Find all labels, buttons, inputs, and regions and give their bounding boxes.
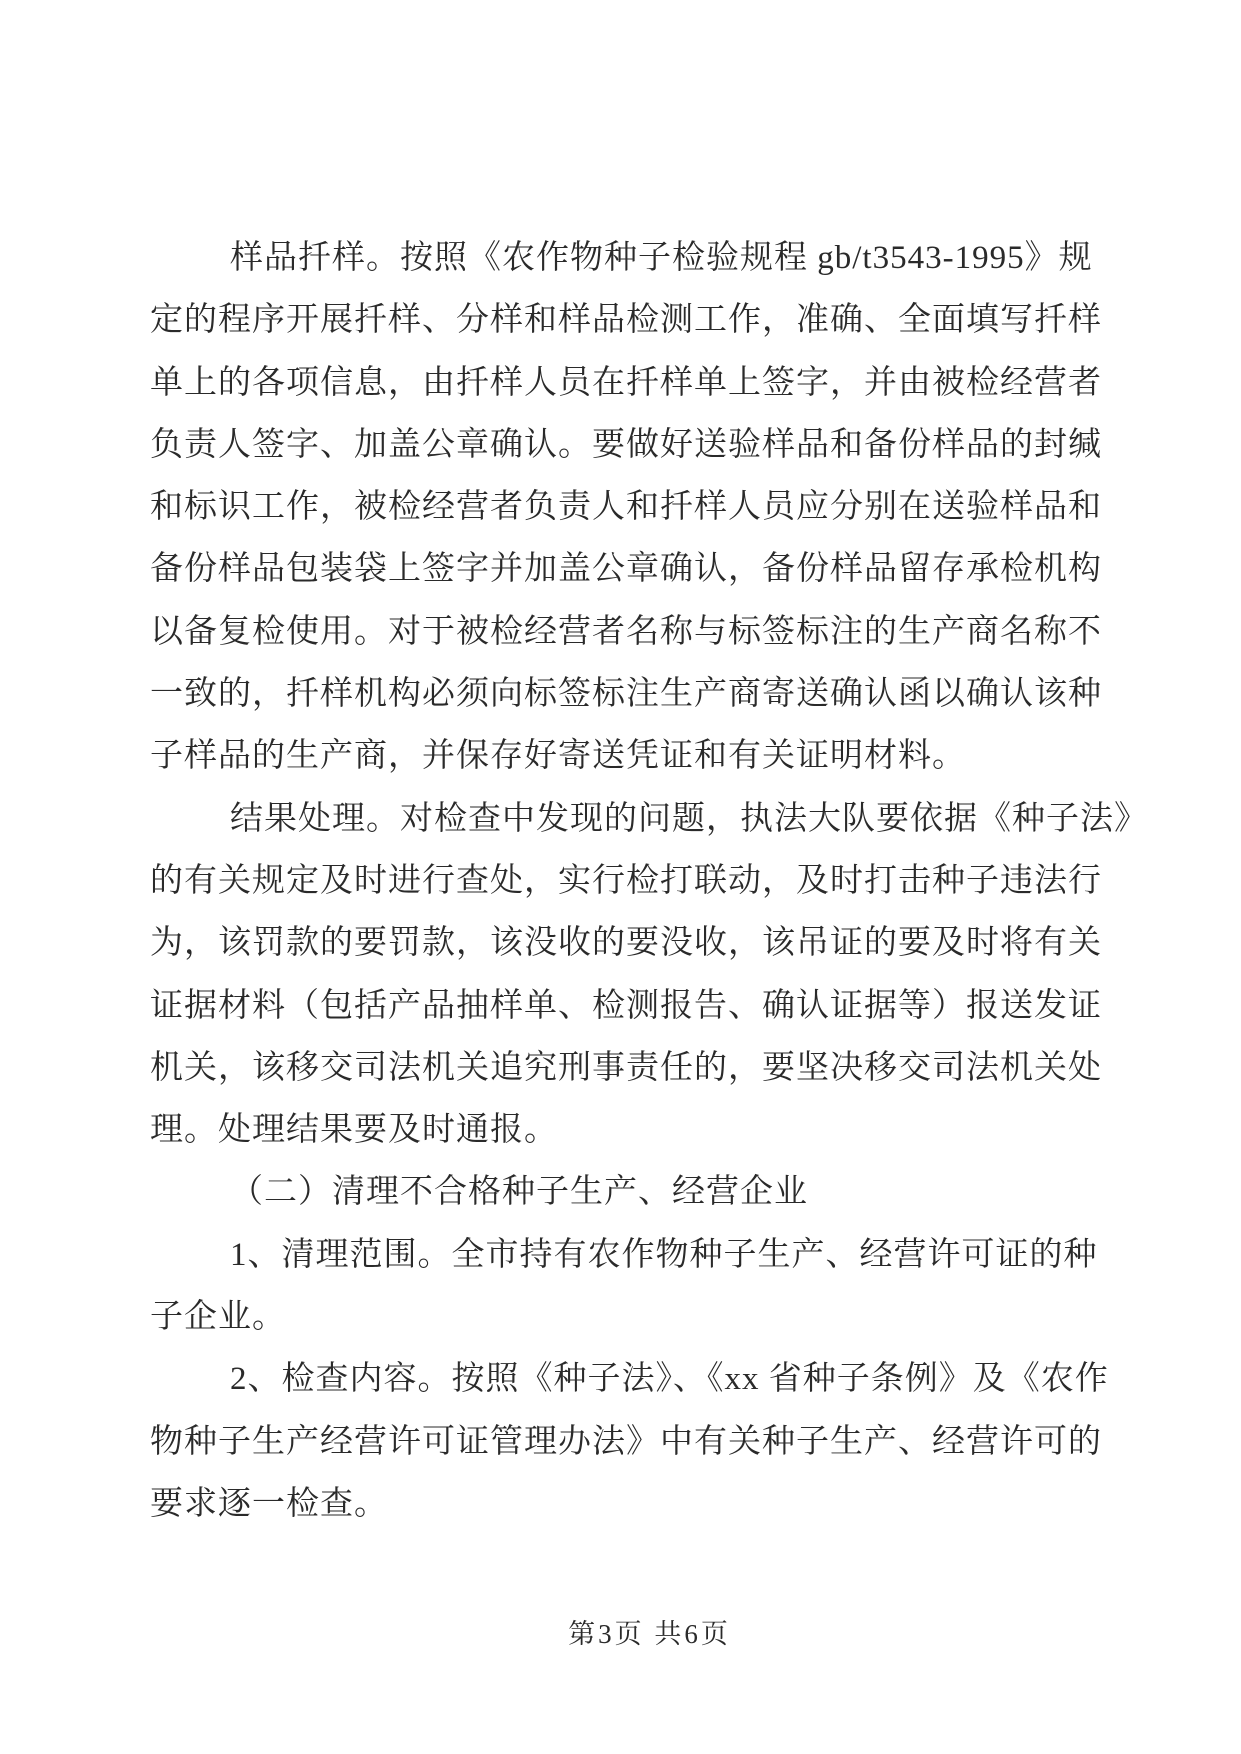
text-line: 备份样品包装袋上签字并加盖公章确认，备份样品留存承检机构: [150, 551, 1102, 588]
text-line: 结果处理。对检查中发现的问题，执法大队要依据《种子法》: [230, 800, 1148, 837]
text-line: 一致的，扦样机构必须向标签标注生产商寄送确认函以确认该种: [150, 676, 1102, 713]
text-line: 机关，该移交司法机关追究刑事责任的，要坚决移交司法机关处: [150, 1049, 1102, 1086]
text-line: 负责人签字、加盖公章确认。要做好送验样品和备份样品的封缄: [150, 426, 1102, 463]
document-body: [150, 227, 1148, 1535]
text-line: 和标识工作，被检经营者负责人和扦样人员应分别在送验样品和: [150, 489, 1102, 526]
text-line: 物种子生产经营许可证管理办法》中有关种子生产、经营许可的: [150, 1423, 1102, 1460]
text-line: 要求逐一检查。: [150, 1485, 388, 1522]
text-line: 子企业。: [150, 1299, 286, 1336]
text-line: 单上的各项信息，由扦样人员在扦样单上签字，并由被检经营者: [150, 364, 1102, 401]
text-line: 为，该罚款的要罚款，该没收的要没收，该吊证的要及时将有关: [150, 925, 1102, 962]
text-line: 证据材料（包括产品抽样单、检测报告、确认证据等）报送发证: [150, 987, 1102, 1024]
text-line: 定的程序开展扦样、分样和样品检测工作，准确、全面填写扦样: [150, 302, 1102, 339]
text-line: 理。处理结果要及时通报。: [150, 1112, 558, 1149]
text-line: 子样品的生产商，并保存好寄送凭证和有关证明材料。: [150, 738, 966, 775]
text-line: 2、检查内容。按照《种子法》、《xx 省种子条例》及《农作: [230, 1361, 1109, 1398]
text-line: 的有关规定及时进行查处，实行检打联动，及时打击种子违法行: [150, 862, 1102, 899]
page-number-footer: 第3页 共6页: [568, 1619, 731, 1649]
text-line: 样品扦样。按照《农作物种子检验规程 gb/t3543-1995》规: [230, 240, 1093, 276]
text-line: 以备复检使用。对于被检经营者名称与标签标注的生产商名称不: [150, 613, 1102, 650]
text-line: 1、清理范围。全市持有农作物种子生产、经营许可证的种: [230, 1236, 1098, 1273]
text-line-section-heading: （二）清理不合格种子生产、经营企业: [230, 1174, 808, 1211]
